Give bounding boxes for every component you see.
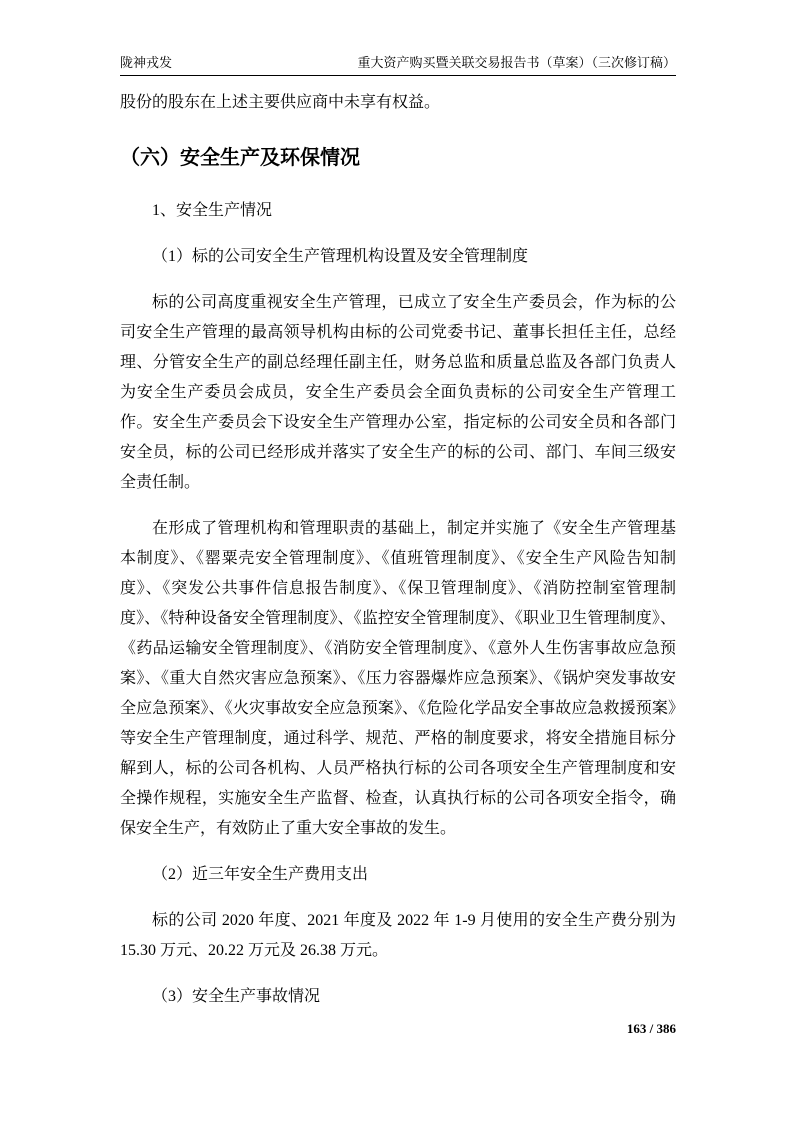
item-2-title: （2）近三年安全生产费用支出 <box>152 866 369 883</box>
page-body <box>120 88 676 1028</box>
header-company-name: 陇神戎发 <box>120 55 173 70</box>
paragraph-safety-expense: 标的公司 2020 年度、2021 年度及 2022 年 1-9 月使用的安全生产费分别为 15.30 万元、20.22 万元及 26.38 万元。 <box>120 912 676 959</box>
section-heading: （六）安全生产及环保情况 <box>120 147 360 169</box>
header-report-title: 重大资产购买暨关联交易报告书（草案）（三次修订稿） <box>357 55 676 70</box>
item-3-title: （3）安全生产事故情况 <box>152 988 321 1005</box>
item-1-title: （1）标的公司安全生产管理机构设置及安全管理制度 <box>152 248 529 265</box>
page-footer <box>120 1020 676 1038</box>
paragraph-safety-systems: 在形成了管理机构和管理职责的基础上，制定并实施了《安全生产管理基本制度》、《罂粟壳安全管理制度》、《值班管理制度》、《安全生产风险告知制度》、《突发公共事件信息报告制度》、《保卫管理制度》、《消防控制室管理制度》、《特种设备安全管理制度》、《监控安全管理制度》、《职业卫生管理制度》、《药品运输安全管理制度》、《消防安全管理制度》、《意外人生伤害事故应急预案》、《重大自然灾害应急预案》、《压力容器爆炸应急预案》、《锅炉突发事故安全应急预案》、《火灾事故安全应急预案》、《危险化学品安全事故应急救援预案》等安全生产管理制度，通过科学、规范、严格的制度要求，将安全措施目标分解到人，标的公司各机构、人员严格执行标的公司各项安全生产管理制度和安全操作规程，实施安全生产监督、检查，认真执行标的公司各项安全指令，确保安全生产，有效防止了重大安全事故的发生。 <box>120 520 676 837</box>
paragraph-management-structure: 标的公司高度重视安全生产管理，已成立了安全生产委员会，作为标的公司安全生产管理的最高领导机构由标的公司党委书记、董事长担任主任，总经理、分管安全生产的副总经理任副主任，财务总监和质量总监及各部门负责人为安全生产委员会成员，安全生产委员会全面负责标的公司安全生产管理工作。安全生产委员会下设安全生产管理办公室，指定标的公司安全员和各部门安全员，标的公司已经形成并落实了安全生产的标的公司、部门、车间三级安全责任制。 <box>120 294 676 491</box>
carryover-paragraph: 股份的股东在上述主要供应商中未享有权益。 <box>120 94 441 111</box>
page-number: 163 / 386 <box>626 1021 676 1036</box>
page-header <box>120 54 676 76</box>
subsection-title: 1、安全生产情况 <box>152 202 273 219</box>
